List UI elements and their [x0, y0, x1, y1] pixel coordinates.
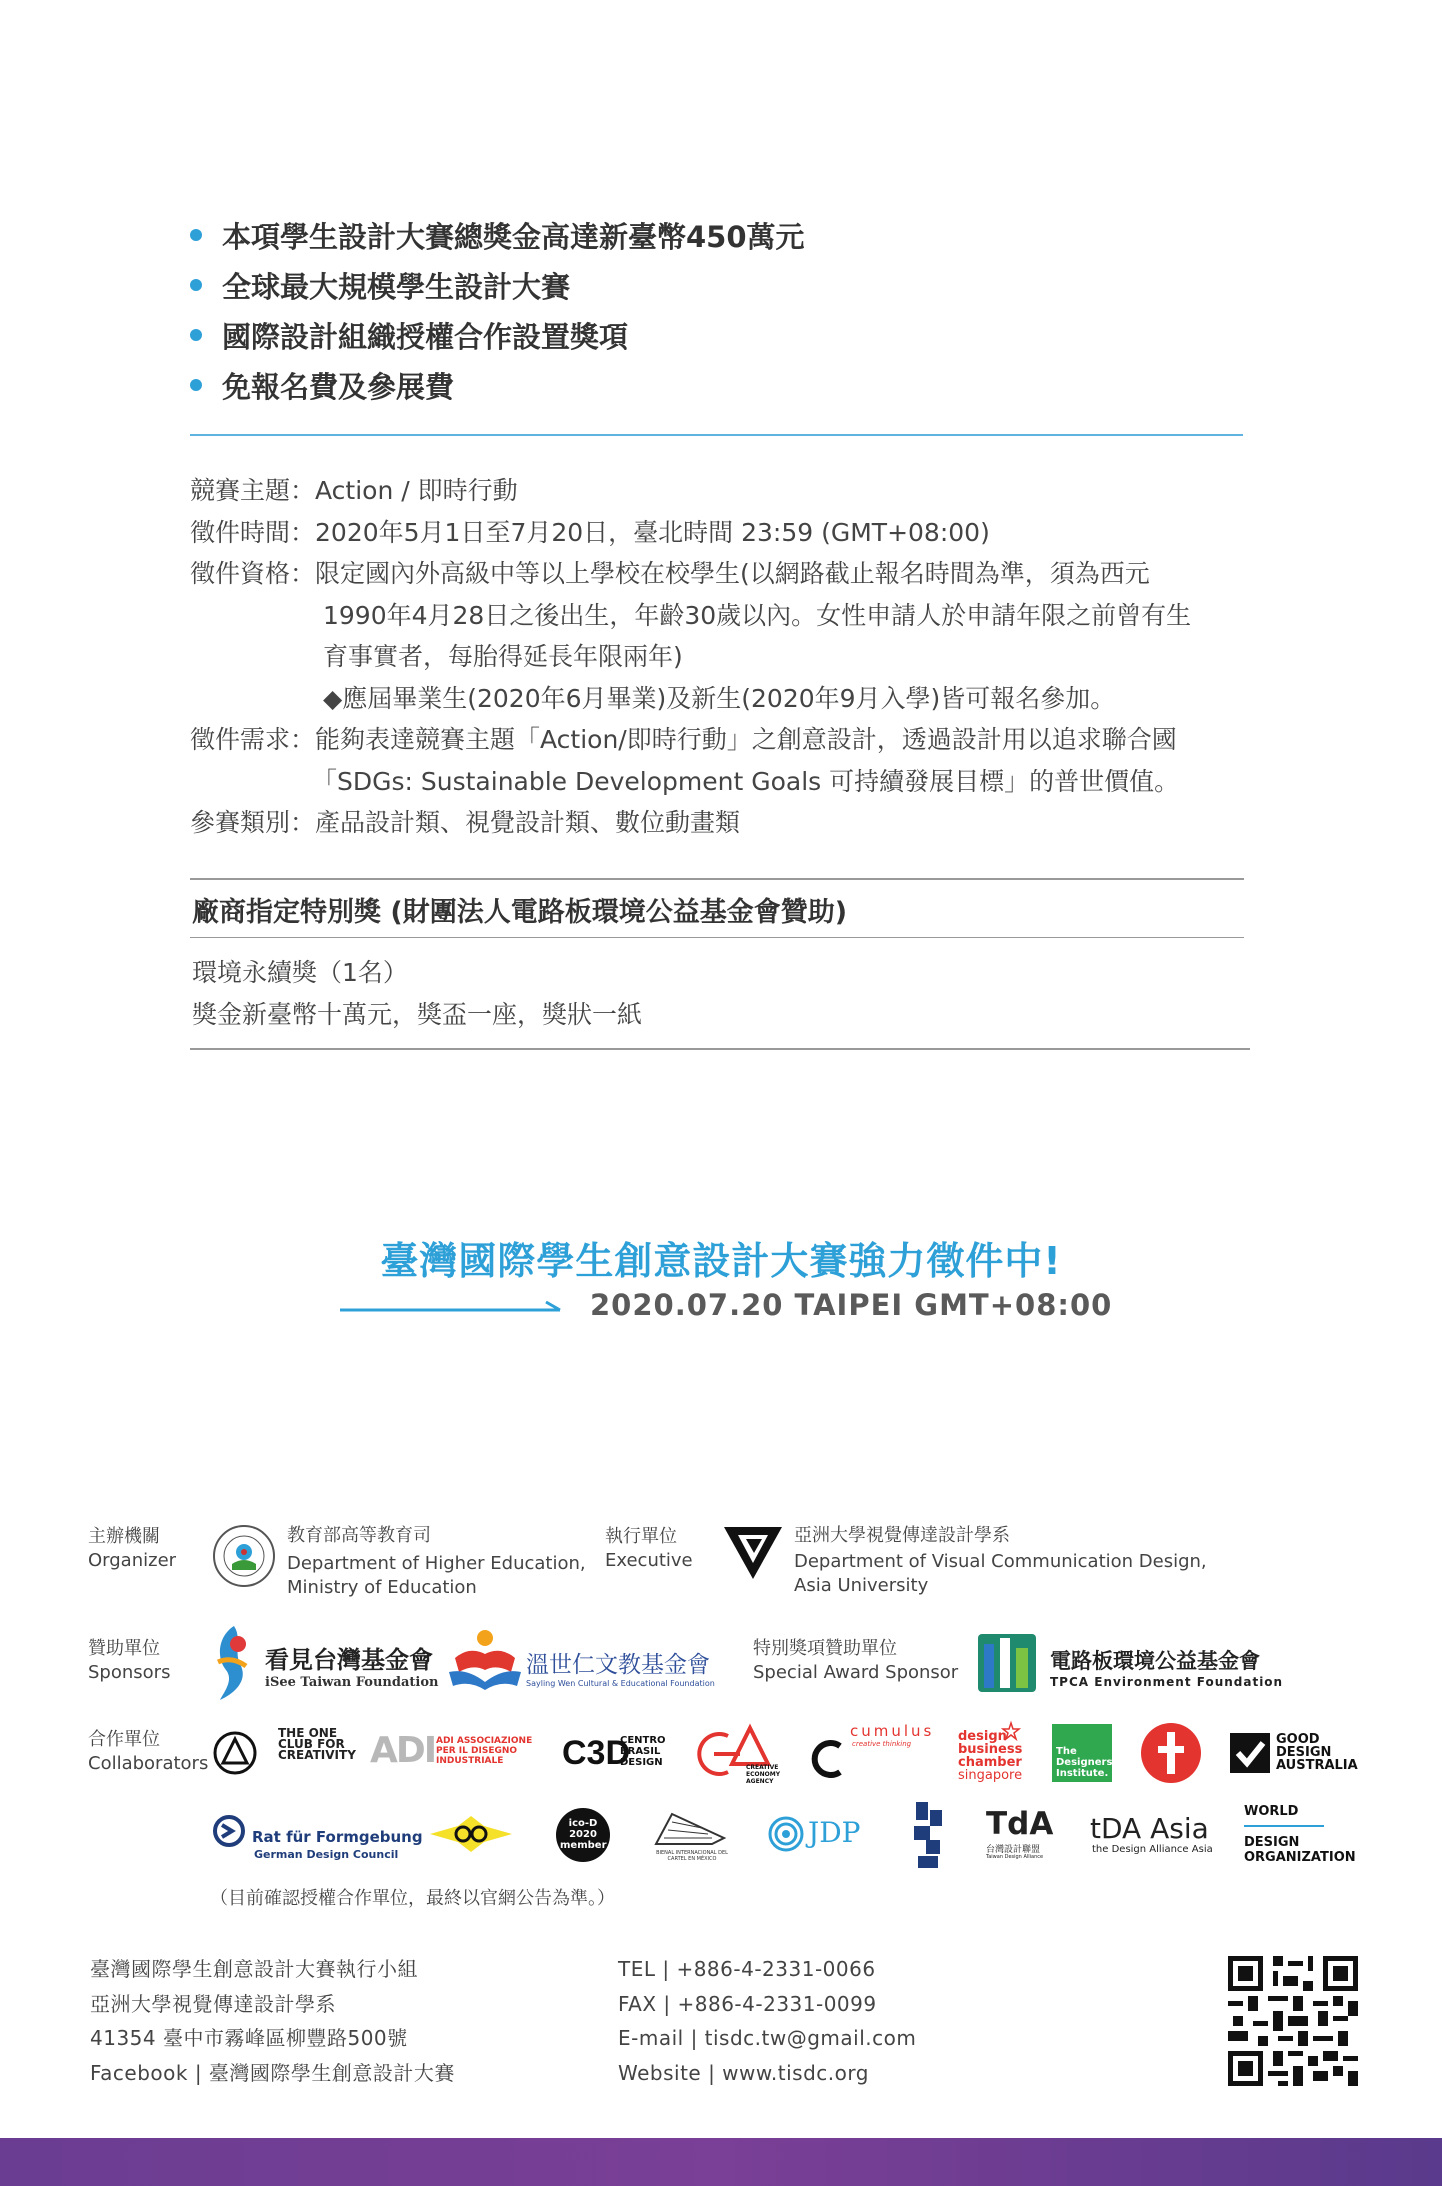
collaborator-blue-emblem-icon [912, 1800, 946, 1872]
cumulus-logo-sub: creative thinking [852, 1740, 912, 1748]
organizer-label: 主辦機關 Organizer [88, 1526, 177, 1571]
tpca-logo-icon [978, 1634, 1036, 1692]
arrow-icon [340, 1299, 565, 1319]
fax-text: FAX | +886-4-2331-0099 [618, 1991, 877, 2016]
moe-seal-icon [212, 1524, 276, 1588]
asia-university-name: 亞洲大學視覺傳達設計學系 Department of Visual Communication Design, Asia University [794, 1525, 1207, 1596]
wdo-divider [1244, 1825, 1324, 1827]
divider [190, 434, 1243, 436]
contact-left: 臺灣國際學生創意設計大賽執行小組 亞洲大學視覺傳達設計學系 41354 臺中市霧峰區柳豐路500號 Facebook | 臺灣國際學生創意設計大賽 [90, 1952, 455, 2090]
rat-logo-icon [212, 1811, 246, 1851]
highlight-item: 免報名費及參展費 [190, 360, 1240, 410]
collaborator-yellow-emblem-icon [428, 1814, 514, 1854]
sponsors-label: 贊助單位 Sponsors [88, 1638, 171, 1683]
footer-bar [0, 2138, 1442, 2186]
isee-name: 看見台灣基金會 iSee Taiwan Foundation [265, 1645, 439, 1690]
tel-text: TEL | +886-4-2331-0066 [618, 1957, 876, 1981]
eligibility-row: 徵件資格： 限定國內外高級中等以上學校在校學生(以網路截止報名時間為準，須為西元 [190, 559, 1150, 588]
tda-logo: TdA [986, 1806, 1054, 1842]
bullet-icon [190, 279, 202, 291]
eligibility-line: ◆應屆畢業生(2020年6月畢業)及新生(2020年9月入學)皆可報名參加。 [323, 683, 1116, 713]
cta-date: 2020.07.20 TAIPEI GMT+08:00 [590, 1288, 1113, 1322]
cea-logo: CREATIVE ECONOMY AGENCY [746, 1764, 781, 1785]
divider [190, 878, 1244, 880]
collaborators-note: （目前確認授權合作單位，最終以官網公告為準。） [210, 1888, 615, 1909]
executive-label: 執行單位 Executive [605, 1526, 693, 1571]
divider [190, 937, 1244, 938]
cumulus-logo: cumulus [850, 1722, 935, 1740]
bullet-icon [190, 329, 202, 341]
adi-logo: ADI [370, 1730, 436, 1771]
wdo-logo: WORLD DESIGN ORGANIZATION [1244, 1804, 1356, 1865]
bienal-logo-icon [652, 1808, 728, 1848]
cumulus-logo-icon [810, 1738, 846, 1780]
highlights-list [190, 210, 1240, 410]
jdp-logo: JDP [808, 1816, 861, 1849]
bullet-icon [190, 229, 202, 241]
special-award-body: 環境永續獎（1名） 獎金新臺幣十萬元，獎盃一座，獎狀一紙 [192, 958, 643, 1029]
collaborators-label: 合作單位 Collaborators [88, 1729, 209, 1774]
c3d-logo-icon [562, 1734, 631, 1772]
designers-institute-logo: The Designers Institute. [1052, 1724, 1112, 1782]
moe-name: 教育部高等教育司 Department of Higher Education, Ministry of Education [287, 1525, 586, 1598]
adi-logo-sub: ADI ASSOCIAZIONE PER IL DISEGNO INDUSTRIALE [436, 1736, 533, 1766]
competition-info [190, 470, 1250, 844]
good-design-australia-logo: GOOD DESIGN AUSTRALIA [1276, 1732, 1358, 1773]
divider [190, 1048, 1250, 1050]
cta-headline: 臺灣國際學生創意設計大賽強力徵件中! [380, 1239, 1062, 1283]
tda-logo-sub-en: Taiwan Design Alliance [986, 1854, 1044, 1860]
oneclub-logo: THE ONE CLUB FOR CREATIVITY [278, 1726, 356, 1762]
email-link[interactable]: E-mail | tisdc.tw@gmail.com [618, 2026, 917, 2050]
sayling-wen-name: 溫世仁文教基金會 Sayling Wen Cultural & Educational Foundation [526, 1652, 715, 1688]
rat-logo-sub: German Design Council [254, 1848, 399, 1861]
icod-logo: ico-D 2020 member [556, 1808, 610, 1862]
contact-right [618, 1952, 916, 2090]
star-icon [1002, 1722, 1020, 1740]
tpca-name: 電路板環境公益基金會 TPCA Environment Foundation [1050, 1649, 1284, 1689]
jdp-logo-icon [768, 1816, 804, 1852]
svg-text:C3D: C3D [562, 1734, 631, 1772]
bienal-logo: BIENAL INTERNACIONAL DEL CARTEL EN MÉXICO [656, 1850, 728, 1862]
c3d-logo: CENTRO BRASIL DESIGN [620, 1735, 666, 1768]
asia-university-logo-icon [722, 1525, 784, 1581]
highlight-item: 全球最大規模學生設計大賽 [190, 260, 1240, 310]
requirement-row: 徵件需求： 能夠表達競賽主題「Action/即時行動」之創意設計，透過設計用以追求聯合國 [190, 725, 1177, 754]
tda-asia-logo: tDA Asia [1090, 1812, 1209, 1845]
collaborator-red-emblem-icon [1140, 1722, 1202, 1784]
theme-row: 競賽主題： Action / 即時行動 [190, 476, 518, 505]
highlight-item: 本項學生設計大賽總獎金高達新臺幣450萬元 [190, 210, 1240, 260]
collaborator-emblem-icon [212, 1730, 258, 1776]
category-row: 參賽類別： 產品設計類、視覺設計類、數位動畫類 [190, 808, 741, 837]
tda-logo-sub: 台灣設計聯盟 [986, 1845, 1041, 1855]
special-sponsor-label: 特別獎項贊助單位 Special Award Sponsor [753, 1638, 959, 1683]
eligibility-line: 育事實者，每胎得延長年限兩年) [323, 642, 683, 671]
facebook-link[interactable]: Facebook | 臺灣國際學生創意設計大賽 [90, 2060, 455, 2085]
isee-logo-icon [212, 1622, 256, 1704]
special-award-title: 廠商指定特別獎 (財團法人電路板環境公益基金會贊助) [192, 897, 848, 928]
design-business-chamber-logo: design business chamber singapore [958, 1729, 1023, 1783]
rat-logo: Rat für Formgebung [252, 1828, 423, 1846]
sayling-wen-logo-icon [445, 1628, 523, 1692]
tda-asia-logo-sub: the Design Alliance Asia [1092, 1844, 1213, 1855]
highlight-item: 國際設計組織授權合作設置獎項 [190, 310, 1240, 360]
qr-code-icon [1228, 1956, 1358, 2086]
good-design-check-icon [1230, 1733, 1270, 1773]
period-row: 徵件時間： 2020年5月1日至7月20日，臺北時間 23:59 (GMT+08:00) [190, 517, 990, 547]
bullet-icon [190, 379, 202, 391]
eligibility-line: 1990年4月28日之後出生，年齡30歲以內。女性申請人於申請年限之前曾有生 [323, 600, 1192, 630]
requirement-line: 「SDGs: Sustainable Development Goals 可持續發展目標」的普世價值。 [312, 766, 1180, 796]
website-link[interactable]: Website | www.tisdc.org [618, 2060, 869, 2085]
